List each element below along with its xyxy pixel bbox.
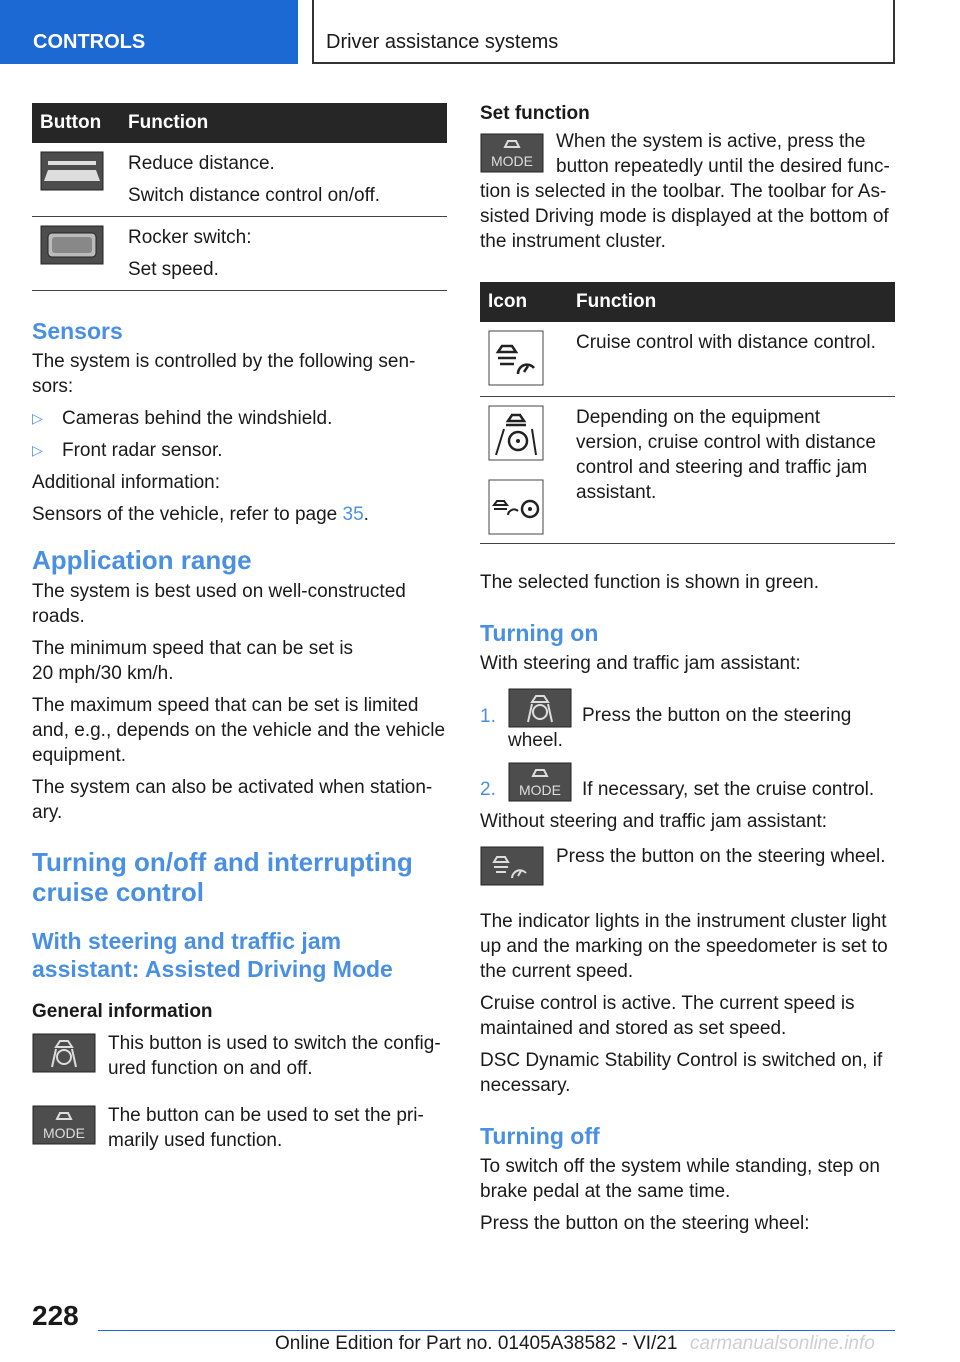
set-function-row: MODE When the system is active, press the button repeatedly until the desired func-: [480, 129, 895, 179]
with-assistant-label: With steering and traffic jam assistant:: [480, 653, 801, 674]
row-text-1: Reduce distance.: [128, 153, 275, 174]
svg-text:MODE: MODE: [491, 153, 533, 169]
sensors-reference: Sensors of the vehicle, refer to page 35.: [32, 504, 369, 525]
without-assistant-label: Without steering and traffic jam assistant:: [480, 811, 828, 832]
table-row: [480, 322, 895, 397]
row-text-2: Switch distance control on/off.: [128, 185, 381, 206]
icon-row-text: Depending on the equipment version, cruise control with distance control and steering and traffic jam assistant.: [568, 397, 895, 544]
rocker-switch-icon: [40, 225, 104, 265]
button-function-table: [32, 103, 447, 291]
selected-green-note: The selected function is shown in green.: [480, 572, 820, 593]
assist-button-row: This button is used to switch the config-ured function on and off.: [32, 1031, 447, 1081]
application-range-p2a: The minimum speed that can be set is: [32, 638, 354, 659]
list-item: ▷ Front radar sensor.: [32, 440, 223, 461]
cruise-button-row: Press the button on the steering wheel.: [480, 844, 895, 891]
sensors-intro: The system is controlled by the following sen-sors:: [32, 351, 416, 397]
additional-info-label: Additional information:: [32, 472, 220, 493]
sensors-heading: Sensors: [32, 318, 123, 344]
page-link[interactable]: 35: [342, 504, 364, 525]
cruise-distance-icon: [488, 330, 544, 386]
assisted-driving-button-icon: [508, 688, 572, 728]
mode-button-icon: [508, 762, 572, 802]
turning-onoff-heading: Turning on/off and interrupting cruise control: [32, 847, 413, 907]
step-2: 2. MODE If necessary, set the cruise control.: [480, 761, 895, 802]
icon-row-text: Cruise control with distance control.: [568, 322, 895, 397]
set-function-heading: Set function: [480, 103, 590, 124]
turning-off-p2: Press the button on the steering wheel:: [480, 1213, 810, 1234]
table-row: [480, 397, 895, 544]
turning-off-p1: To switch off the system while standing, step on brake pedal at the same time.: [480, 1156, 880, 1202]
application-range-p3: The maximum speed that can be set is limited and, e.g., depends on the vehicle and the vehicle equipment.: [32, 695, 446, 766]
set-function-text: tion is selected in the toolbar. The toolbar for As-sisted Driving mode is displayed at the bottom of the instrument cluster.: [480, 181, 889, 252]
right-column: [480, 103, 895, 1236]
assisted-driving-subheading: With steering and traffic jam assistant: Assisted Driving Mode: [32, 928, 393, 982]
page-number: 228: [32, 1300, 79, 1331]
turning-on-heading: Turning on: [480, 620, 599, 646]
footer-divider: [98, 1330, 895, 1331]
table-header-icon: Icon: [480, 282, 568, 322]
application-range-p1: The system is best used on well-constructed roads.: [32, 581, 406, 627]
application-range-heading: Application range: [32, 545, 252, 575]
edition-text: Online Edition for Part no. 01405A38582 - VI/21: [275, 1333, 678, 1354]
table-header-function: Function: [120, 103, 447, 143]
mode-button-icon: [480, 133, 544, 173]
cruise-steering-icon: [488, 479, 544, 535]
cruise-control-button-icon: [480, 846, 544, 886]
list-item: ▷ Cameras behind the windshield.: [32, 408, 333, 429]
triangle-bullet-icon: ▷: [32, 410, 43, 426]
left-column: [32, 103, 447, 1153]
turning-off-heading: Turning off: [480, 1123, 600, 1149]
row-text-2: Set speed.: [128, 259, 219, 280]
assisted-driving-button-icon: [32, 1033, 96, 1073]
steering-assist-icon: [488, 405, 544, 461]
svg-text:MODE: MODE: [519, 782, 561, 798]
row-text-1: Rocker switch:: [128, 227, 252, 248]
icon-function-table: [480, 282, 895, 544]
indicator-lights-text: The indicator lights in the instrument cluster light up and the marking on the speedometer is set to the current speed.: [480, 911, 888, 982]
table-row: [32, 217, 447, 291]
svg-text:MODE: MODE: [43, 1125, 85, 1141]
distance-button-icon: [40, 151, 104, 191]
table-header-function: Function: [568, 282, 895, 322]
dsc-text: DSC Dynamic Stability Control is switched on, if necessary.: [480, 1050, 883, 1096]
watermark: carmanualsonline.info: [690, 1333, 875, 1354]
application-range-p2b: 20 mph/30 km/h.: [32, 663, 174, 684]
cruise-active-text: Cruise control is active. The current speed is maintained and stored as set speed.: [480, 993, 855, 1039]
step-1: 1. Press the button on the steering wheel.: [480, 688, 895, 753]
triangle-bullet-icon: ▷: [32, 442, 43, 458]
chapter-title: Driver assistance systems: [312, 0, 895, 64]
mode-button-icon: [32, 1105, 96, 1145]
general-info-heading: General information: [32, 1001, 213, 1022]
section-tab: CONTROLS: [0, 0, 298, 64]
table-row: [32, 143, 447, 217]
mode-button-row: MODE The button can be used to set the pri-marily used function.: [32, 1103, 447, 1153]
table-header-button: Button: [32, 103, 120, 143]
application-range-p4: The system can also be activated when station-ary.: [32, 777, 433, 823]
